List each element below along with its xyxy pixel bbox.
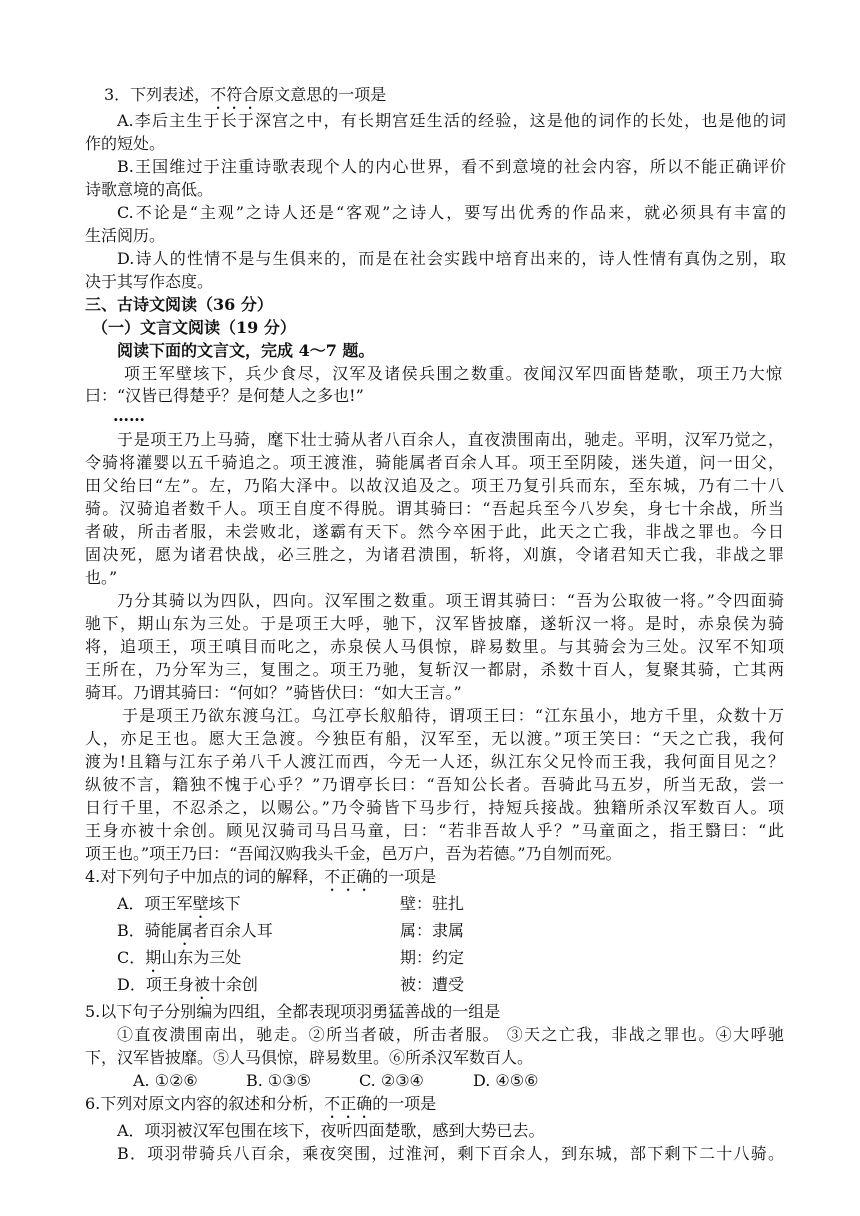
- q3-option-b-line2: 诗歌意境的高低。: [85, 180, 214, 199]
- q6-stem: 6.下列对原文内容的叙述和分析，不正确的一项是: [85, 1094, 437, 1113]
- q3-option-c-line2: 生活阅历。: [85, 226, 166, 245]
- q4-option-c-dotted: 期: [145, 948, 162, 967]
- passage-line: 王所在，乃分军为三，复围之。项王乃驰，复斩汉一都尉，杀数十百人，复聚其骑，亡其两: [85, 660, 784, 679]
- q4-option-d-gloss: 被：遭受: [400, 975, 465, 994]
- q6-option-b: B．项羽带骑兵八百余，乘夜突围，过淮河，剩下百余人，到东城，部下剩下二十八骑。: [117, 1144, 784, 1163]
- q5-choice-b: B. ①③⑤: [246, 1071, 311, 1090]
- q3-option-a-line1: A.李后主生于长于深宫之中，有长期宫廷生活的经验，这是他的词作的长处，也是他的词: [117, 111, 786, 130]
- q4-option-a-gloss: 壁：驻扎: [400, 894, 465, 913]
- passage-line: 渡为!且籍与江东子弟八千人渡江而西，今无一人还，纵江东父兄怜而王我，我何面目见之？: [85, 752, 784, 771]
- q4-option-c: C．期山东为三处: [117, 948, 242, 967]
- passage-line: 固决死，愿为诸君快战，必三胜之，为诸君溃围，斩将，刈旗，令诸君知天亡我，非战之罪: [85, 545, 784, 564]
- q3-option-d-line2: 决于其写作态度。: [85, 272, 214, 291]
- q3-option-b-line1: B.王国维过于注重诗歌表现个人的内心世界，看不到意境的社会内容，所以不能正确评价: [117, 157, 786, 176]
- q3-option-c-line1: C.不论是“主观”之诗人还是“客观”之诗人，要写出优秀的作品来，就必须具有丰富的: [117, 203, 786, 222]
- passage-line: 骑耳。乃谓其骑曰：“何如？”骑皆伏曰：“如大王言。”: [85, 683, 462, 702]
- passage-line: 王身亦被十余创。顾见汉骑司马吕马童，曰：“若非吾故人乎？”马童面之，指王翳曰：“此: [85, 821, 784, 840]
- q6-option-a: A．项羽被汉军包围在垓下，夜听四面楚歌，感到大势已去。: [117, 1121, 545, 1140]
- q4-option-a: A．项王军壁垓下: [117, 894, 241, 913]
- q5-choice-c: C. ②③④: [359, 1071, 424, 1090]
- passage-line: 项王也。”项王乃曰：“吾闻汉购我头千金，邑万户，吾为若德。”乃自刎而死。: [85, 844, 622, 863]
- q3-emphasis: 不符合: [210, 85, 259, 104]
- q4-stem: 4.对下列句子中加点的词的解释，不正确的一项是: [85, 867, 437, 886]
- q5-choice-a: A. ①②⑥: [133, 1071, 198, 1090]
- q5-choice-d: D. ④⑤⑥: [473, 1071, 539, 1090]
- q4-option-a-dotted: 壁: [192, 894, 209, 913]
- passage-line: 将，追项王，项王嗔目而叱之，赤泉侯人马俱惊，辟易数里。与其骑会为三处。汉军不知项: [85, 637, 784, 656]
- passage-line: 项王军壁垓下，兵少食尽，汉军及诸侯兵围之数重。夜闻汉军四面皆楚歌，项王乃大惊: [124, 364, 782, 383]
- subsection-title: （一）文言文阅读（19 分）: [92, 318, 296, 337]
- passage-line: 驰下，期山东为三处。于是项王大呼，驰下，汉军皆披靡，遂斩汉一将。是时，赤泉侯为骑: [85, 614, 784, 633]
- q4-option-d: D．项王身被十余创: [117, 975, 258, 994]
- passage-line: 者破，所击者服，未尝败北，遂霸有天下。然今卒困于此，此天之亡我，非战之罪也。今日: [85, 522, 784, 541]
- passage-line: 于是项王乃欲东渡乌江。乌江亭长舣船待，谓项王曰：“江东虽小，地方千里，众数十万: [122, 706, 784, 725]
- q3-option-d-line1: D.诗人的性情不是与生俱来的，而是在社会实践中培育出来的，诗人性情有真伪之别，取: [117, 249, 786, 268]
- passage-line: 也。”: [85, 568, 118, 587]
- q4-option-d-dotted: 被: [193, 975, 210, 994]
- passage-line: 人，亦足王也。愿大王急渡。今独臣有船，汉军至，无以渡。”项王笑曰：“天之亡我，我何: [85, 729, 784, 748]
- q6-emphasis: 不正确: [324, 1094, 373, 1113]
- q5-stem: 5.以下句子分别编为四组，全都表现项羽勇猛善战的一组是: [85, 1002, 501, 1021]
- passage-line: 骑。汉骑追者数千人。项王自度不得脱。谓其骑曰：“吾起兵至今八岁矣，身七十余战，所当: [85, 499, 784, 518]
- q4-option-b-gloss: 属：隶属: [400, 921, 465, 940]
- q5-items-line1: ①直夜溃围南出，驰走。②所当者破，所击者服。 ③天之亡我，非战之罪也。④大呼驰: [117, 1025, 784, 1044]
- q4-option-b: B．骑能属者百余人耳: [117, 921, 273, 940]
- reading-instruction: 阅读下面的文言文，完成 4～7 题。: [117, 341, 375, 360]
- passage-line: 曰：“汉皆已得楚乎？是何楚人之多也!”: [85, 386, 364, 405]
- passage-line: 乃分其骑以为四队，四向。汉军围之数重。项王谓其骑曰：“吾为公取彼一将。”令四面骑: [117, 591, 784, 610]
- passage-ellipsis: ……: [113, 406, 145, 425]
- passage-line: 田父绐曰“左”。左，乃陷大泽中。以故汉追及之。项王乃复引兵而东，至东城，乃有二十八: [85, 476, 784, 495]
- q5-items-line2: 下，汉军皆披靡。⑤人马俱惊，辟易数里。⑥所杀汉军数百人。: [85, 1048, 534, 1067]
- passage-line: 于是项王乃上马骑，麾下壮士骑从者八百余人，直夜溃围南出，驰走。平明，汉军乃觉之，: [117, 430, 784, 449]
- q4-option-b-dotted: 属: [176, 921, 193, 940]
- q4-option-c-gloss: 期：约定: [400, 948, 465, 967]
- section-title: 三、古诗文阅读（36 分）: [85, 295, 273, 314]
- passage-line: 日行千里，不忍杀之，以赐公。”乃令骑皆下马步行，持短兵接战。独籍所杀汉军数百人。项: [85, 798, 784, 817]
- passage-line: 纵彼不言，籍独不愧于心乎？”乃谓亭长曰：“吾知公长者。吾骑此马五岁，所当无敌，尝一: [85, 775, 784, 794]
- q4-emphasis: 不正确: [324, 867, 373, 886]
- q3-stem: 3．下列表述，不符合原文意思的一项是: [104, 85, 387, 104]
- q3-option-a-line2: 作的短处。: [85, 134, 166, 153]
- passage-line: 令骑将灌婴以五千骑追之。项王渡淮，骑能属者百余人耳。项王至阴陵，迷失道，问一田父，: [85, 453, 784, 472]
